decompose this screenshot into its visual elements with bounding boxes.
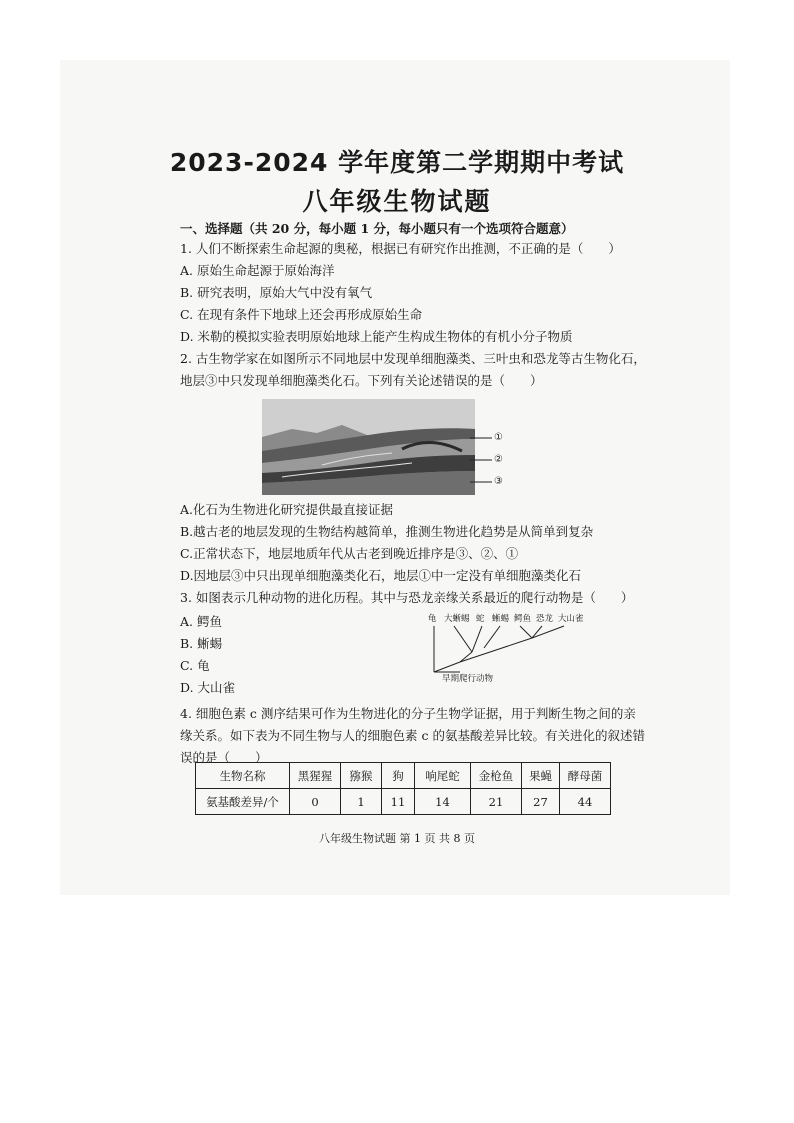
table-cell: 14 — [415, 789, 471, 815]
table-cell: 1 — [341, 789, 382, 815]
q1-option-c: C. 在现有条件下地球上还会再形成原始生命 — [180, 307, 423, 322]
q3-option-d: D. 大山雀 — [180, 680, 236, 695]
table-header-cell: 酵母菌 — [560, 763, 611, 789]
table-cell: 27 — [522, 789, 560, 815]
tree-label-tit: 大山雀 — [558, 614, 584, 624]
q3-stem: 3. 如图表示几种动物的进化历程。其中与恐龙亲缘关系最近的爬行动物是（ ） — [180, 590, 634, 605]
q1-option-a: A. 原始生命起源于原始海洋 — [180, 263, 335, 278]
table-cell: 44 — [560, 789, 611, 815]
q2-stem-line2: 地层③中只发现单细胞藻类化石。下列有关论述错误的是（ ） — [180, 373, 543, 388]
tree-label-snake: 蛇 — [476, 614, 485, 624]
table-header-cell: 生物名称 — [196, 763, 290, 789]
table-cell: 21 — [471, 789, 522, 815]
q2-stem-line1: 2. 古生物学家在如图所示不同地层中发现单细胞藻类、三叶虫和恐龙等古生物化石， — [180, 351, 646, 366]
exam-title: 2023-2024 学年度第二学期期中考试 — [169, 148, 625, 177]
cytochrome-table — [195, 762, 611, 815]
q1-stem: 1. 人们不断探索生命起源的奥秘，根据已有研究作出推测，不正确的是（ ） — [180, 241, 621, 256]
q2-option-d: D.因地层③中只出现单细胞藻类化石，地层①中一定没有单细胞藻类化石 — [180, 568, 582, 583]
q2-option-c: C.正常状态下，地层地质年代从古老到晚近排序是③、②、① — [180, 546, 519, 561]
stratum-label-1: ① — [494, 432, 503, 443]
q4-stem-line3: 误的是（ ） — [180, 750, 268, 765]
evolution-tree — [420, 610, 600, 685]
tree-label-dinosaur: 恐龙 — [536, 614, 554, 624]
table-row — [196, 789, 611, 815]
tree-label-crocodile: 鳄鱼 — [514, 614, 532, 624]
q2-option-a: A.化石为生物进化研究提供最直接证据 — [180, 502, 394, 517]
tree-root-label: 早期爬行动物 — [442, 674, 494, 684]
table-cell: 氨基酸差异/个 — [196, 789, 290, 815]
table-header-cell: 猕猴 — [341, 763, 382, 789]
table-header-cell: 果蝇 — [522, 763, 560, 789]
table-header-row — [196, 763, 611, 789]
tree-label-lizard: 蜥蜴 — [492, 614, 510, 624]
tree-branches — [420, 624, 600, 674]
exam-subtitle: 八年级生物试题 — [302, 187, 492, 216]
q4-stem-line1: 4. 细胞色素 c 测序结果可作为生物进化的分子生物学证据，用于判断生物之间的亲 — [180, 706, 636, 721]
table-header-cell: 响尾蛇 — [415, 763, 471, 789]
q3-option-a: A. 鳄鱼 — [180, 614, 222, 629]
rock-strata-drawing — [262, 399, 475, 495]
q1-option-d: D. 米勒的模拟实验表明原始地球上能产生构成生物体的有机小分子物质 — [180, 329, 573, 344]
table-header-cell: 黑猩猩 — [290, 763, 341, 789]
table-cell: 0 — [290, 789, 341, 815]
table-cell: 11 — [382, 789, 415, 815]
section-heading: 一、选择题（共 20 分，每小题 1 分，每小题只有一个选项符合题意） — [180, 221, 574, 236]
tree-label-turtle: 龟 — [428, 614, 437, 624]
strata-pointer-lines — [470, 430, 510, 490]
q3-option-b: B. 蜥蜴 — [180, 636, 223, 651]
stratum-label-3: ③ — [494, 476, 503, 487]
table-header-cell: 金枪鱼 — [471, 763, 522, 789]
q3-option-c: C. 龟 — [180, 658, 210, 673]
q1-option-b: B. 研究表明，原始大气中没有氧气 — [180, 285, 373, 300]
q2-option-b: B.越古老的地层发现的生物结构越简单，推测生物进化趋势是从简单到复杂 — [180, 524, 594, 539]
table-header-cell: 狗 — [382, 763, 415, 789]
page-footer: 八年级生物试题 第 1 页 共 8 页 — [319, 832, 475, 845]
q4-stem-line2: 缘关系。如下表为不同生物与人的细胞色素 c 的氨基酸差异比较。有关进化的叙述错 — [180, 728, 645, 743]
rock-strata-photo — [262, 399, 475, 495]
stratum-label-2: ② — [494, 454, 503, 465]
tree-label-big-lizard: 大蜥蜴 — [444, 614, 470, 624]
